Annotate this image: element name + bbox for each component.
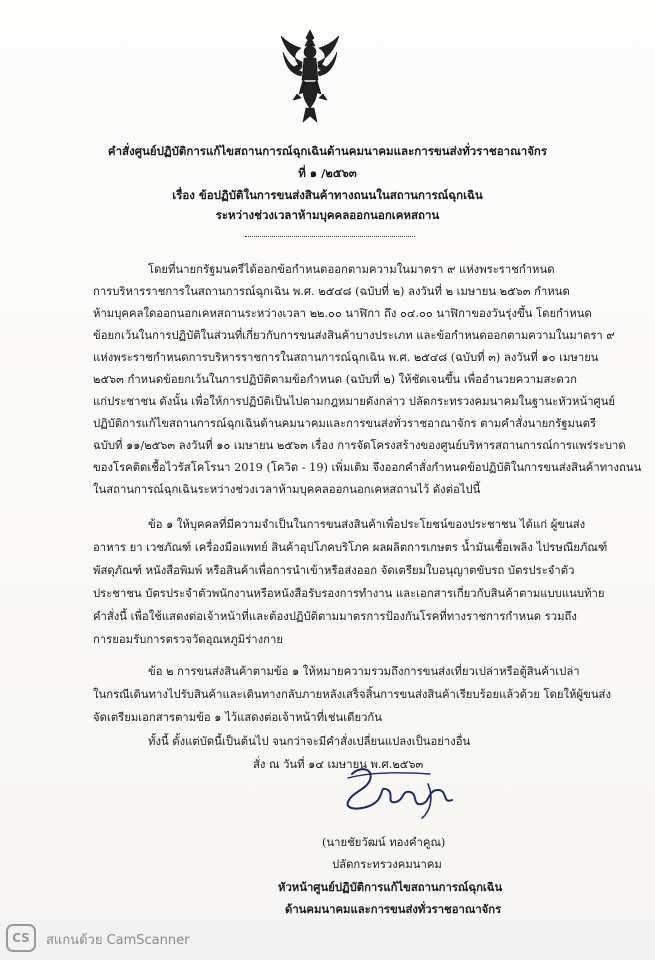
preamble-line: ในสถานการณ์ฉุกเฉินระหว่างช่วงเวลาห้ามบุคคลออกนอกเคหสถานไว้ ดังต่อไปนี้ — [93, 483, 481, 496]
effective-statement: ทั้งนี้ ตั้งแต่บัดนี้เป็นต้นไป จนกว่าจะมีคำสั่งเปลี่ยนแปลงเป็นอย่างอื่น — [148, 735, 471, 748]
clause-2-line: ในกรณีเดินทางไปรับสินค้าและเดินทางกลับภายหลังเสร็จสิ้นการขนส่งสินค้าเรียบร้อยแล้วด้วย โดยให้ผู้ขนส่ง — [93, 688, 611, 701]
clause-1-line: ประชาชน บัตรประจำตัวพนักงานหรือหนังสือรับรองการทำงาน และเอกสารเกี่ยวกับสินค้าตามแบบแนบท้าย — [93, 587, 605, 600]
camscanner-logo-icon: CS — [6, 924, 36, 952]
signature-icon — [330, 760, 470, 822]
subject-line-1: เรื่อง ข้อปฏิบัติในการขนส่งสินค้าทางถนนในสถานการณ์ฉุกเฉิน — [172, 188, 483, 202]
camscanner-watermark: สแกนด้วย CamScanner — [46, 933, 190, 948]
position-line-1: ปลัดกระทรวงคมนาคม — [332, 858, 442, 871]
preamble-line: ฉบับที่ ๑๑/๒๕๖๓ ลงวันที่ ๑๐ เมษายน ๒๕๖๓ เรื่อง การจัดโครงสร้างของศูนย์บริหารสถานการณ์การแพร่ระบาด — [93, 439, 626, 452]
clause-1-line: พัสดุภัณฑ์ หนังสือพิมพ์ หรือสินค้าเพื่อการนำเข้าหรือส่งออก จัดเตรียมใบอนุญาตขับรถ บัตรประจำตัว — [93, 564, 575, 577]
clause-2-line: จัดเตรียมเอกสารตามข้อ ๑ ไว้แสดงต่อเจ้าหน้าที่เช่นเดียวกัน — [93, 711, 382, 724]
garuda-emblem-icon — [277, 28, 343, 126]
preamble-line: การบริหารราชการในสถานการณ์ฉุกเฉิน พ.ศ. ๒๕๔๘ (ฉบับที่ ๒) ลงวันที่ ๒ เมษายน ๒๕๖๓ กำหนด — [93, 285, 570, 298]
divider — [245, 236, 415, 237]
order-number: ที่ ๑ /๒๕๖๓ — [298, 166, 357, 180]
subject-line-2: ระหว่างช่วงเวลาห้ามบุคคลออกนอกเคหสถาน — [215, 208, 440, 222]
preamble-line: ข้อยกเว้นในการปฏิบัติในส่วนที่เกี่ยวกับการขนส่งสินค้าบางประเภท และข้อกำหนดออกตามความในมาตรา ๙ — [93, 329, 615, 342]
preamble-line: ของโรคติดเชื้อไวรัสโคโรนา 2019 (โควิด - 19) เพิ่มเติม จึงออกคำสั่งกำหนดข้อปฏิบัติในการขนส่งสินค้าทางถนน — [93, 461, 642, 474]
clause-1-line: คำสั่งนี้ เพื่อใช้แสดงต่อเจ้าหน้าที่และต้องปฏิบัติตามมาตรการป้องกันโรคที่ทางราชการกำหนด รวมถึง — [93, 610, 577, 623]
preamble-line: โดยที่นายกรัฐมนตรีได้ออกข้อกำหนดออกตามความในมาตรา ๙ แห่งพระราชกำหนด — [148, 263, 555, 276]
position-line-3: ด้านคมนาคมและการขนส่งทั่วราชอาณาจักร — [285, 902, 502, 916]
clause-1-line: การยอมรับการตรวจวัดอุณหภูมิร่างกาย — [93, 633, 283, 646]
preamble-line: ๒๕๖๓ กำหนดข้อยกเว้นในการปฏิบัติตามข้อกำหนด (ฉบับที่ ๒) ให้ชัดเจนขึ้น เพื่ออำนวยความสะดวก — [93, 373, 577, 386]
preamble-line: แก่ประชาชน ดังนั้น เพื่อให้การปฏิบัติเป็นไปตามกฎหมายดังกล่าว ปลัดกระทรวงคมนาคมในฐานะหัวหน้าศูนย์ — [93, 395, 616, 408]
order-title: คำสั่งศูนย์ปฏิบัติการแก้ไขสถานการณ์ฉุกเฉินด้านคมนาคมและการขนส่งทั่วราชอาณาจักร — [107, 144, 548, 158]
preamble-line: แห่งพระราชกำหนดการบริหารราชการในสถานการณ์ฉุกเฉิน พ.ศ. ๒๕๔๘ (ฉบับที่ ๓) ลงวันที่ ๑๐ เมษายน — [93, 351, 599, 364]
preamble-line: ปฏิบัติการแก้ไขสถานการณ์ฉุกเฉินด้านคมนาคมและการขนส่งทั่วราชอาณาจักร ตามคำสั่งนายกรัฐมนตรี — [93, 417, 597, 430]
signatory-name: (นายชัยวัฒน์ ทองคำคูณ) — [322, 836, 446, 849]
date-line: สั่ง ณ วันที่ ๑๔ เมษายน พ.ศ.๒๕๖๓ — [253, 758, 424, 771]
preamble-line: ห้ามบุคคลใดออกนอกเคหสถานระหว่างเวลา ๒๒.๐๐ นาฬิกา ถึง ๐๔.๐๐ นาฬิกาของวันรุ่งขึ้น โดยกำหนด — [93, 307, 592, 320]
clause-1-line: อาหาร ยา เวชภัณฑ์ เครื่องมือแพทย์ สินค้าอุปโภคบริโภค ผลผลิตการเกษตร น้ำมันเชื้อเพลิง ไปรษณียภัณฑ์ — [93, 541, 608, 554]
clause-2-line: ข้อ ๒ การขนส่งสินค้าตามข้อ ๑ ให้หมายความรวมถึงการขนส่งเที่ยวเปล่าหรือตู้สินค้าเปล่า — [148, 665, 580, 678]
position-line-2: หัวหน้าศูนย์ปฏิบัติการแก้ไขสถานการณ์ฉุกเฉิน — [278, 880, 503, 894]
clause-1-line: ข้อ ๑ ให้บุคคลที่มีความจำเป็นในการขนส่งสินค้าเพื่อประโยชน์ของประชาชน ได้แก่ ผู้ขนส่ง — [148, 518, 586, 531]
